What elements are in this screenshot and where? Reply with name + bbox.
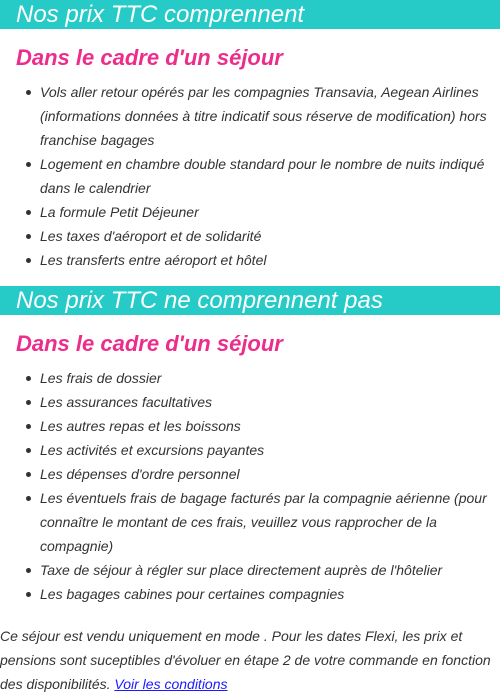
excluded-item: Les autres repas et les boissons bbox=[0, 414, 500, 438]
excluded-item: Les assurances facultatives bbox=[0, 390, 500, 414]
included-item: Les taxes d'aéroport et de solidarité bbox=[0, 224, 500, 248]
included-item: Les transferts entre aéroport et hôtel bbox=[0, 248, 500, 272]
included-section bbox=[0, 0, 500, 272]
included-item: Logement en chambre double standard pour le nombre de nuits indiqué dans le calendrier bbox=[0, 152, 500, 200]
excluded-item: Les activités et excursions payantes bbox=[0, 438, 500, 462]
excluded-title: Nos prix TTC ne comprennent pas bbox=[0, 286, 500, 315]
included-title: Nos prix TTC comprennent bbox=[0, 0, 500, 29]
conditions-link[interactable]: Voir les conditions bbox=[114, 676, 228, 692]
excluded-item: Les éventuels frais de bagage facturés par la compagnie aérienne (pour connaître le montant de ces frais, veuillez vous rapprocher de la compagnie) bbox=[0, 486, 500, 558]
included-list bbox=[0, 80, 500, 272]
footer-text: Ce séjour est vendu uniquement en mode . Pour les dates Flexi, les prix et pensions sont suceptibles d'évoluer en étape 2 de votre commande en fonction des disponibilités. bbox=[0, 628, 491, 692]
excluded-item: Les bagages cabines pour certaines compagnies bbox=[0, 582, 500, 606]
excluded-item: Les dépenses d'ordre personnel bbox=[0, 462, 500, 486]
excluded-subtitle: Dans le cadre d'un séjour bbox=[16, 331, 283, 356]
excluded-item: Les frais de dossier bbox=[0, 366, 500, 390]
included-item: Vols aller retour opérés par les compagnies Transavia, Aegean Airlines (informations données à titre indicatif sous réserve de modification) hors franchise bagages bbox=[0, 80, 500, 152]
included-subtitle: Dans le cadre d'un séjour bbox=[16, 45, 283, 70]
excluded-section bbox=[0, 286, 500, 606]
excluded-item: Taxe de séjour à régler sur place directement auprès de l'hôtelier bbox=[0, 558, 500, 582]
excluded-list bbox=[0, 366, 500, 606]
included-item: La formule Petit Déjeuner bbox=[0, 200, 500, 224]
footer-note bbox=[0, 624, 500, 696]
